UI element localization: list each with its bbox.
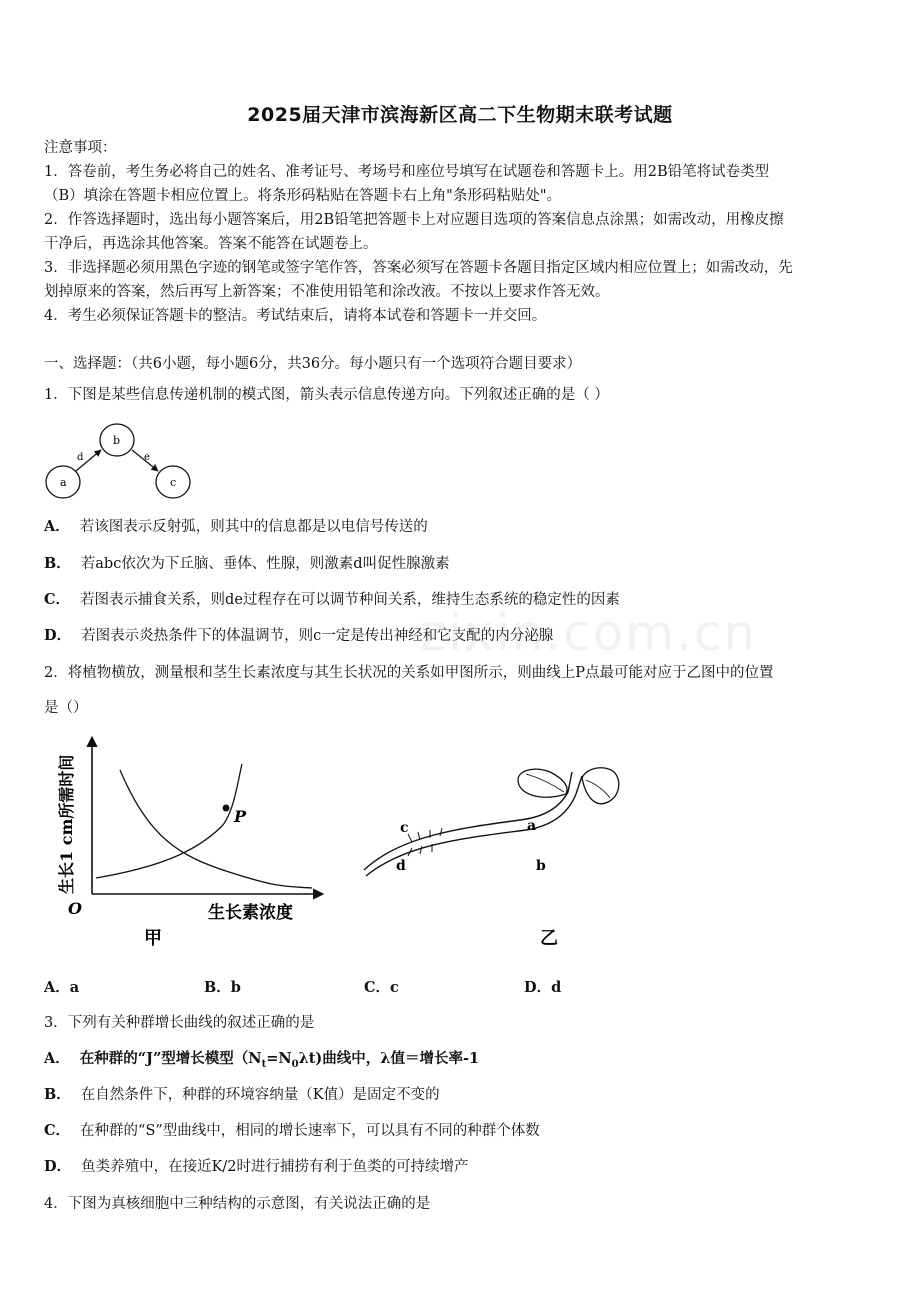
caption-yi: 乙 [540,928,558,949]
note-line: 干净后，再选涂其他答案。答案不能答在试题卷上。 [44,236,378,252]
point-b-label: b [536,858,546,874]
note-line: 4．考生必须保证答题卡的整洁。考试结束后，请将本试卷和答题卡一并交回。 [44,308,547,324]
q1-signal-diagram [40,418,200,504]
q2-choice-c: C．c [364,979,399,996]
note-line: 3．非选择题必须用黑色字迹的钢笔或签字笔作答，答案必须写在答题卡各题目指定区域内相应位置上；如需改动，先 [44,260,793,276]
q3-option-b: B． 在自然条件下，种群的环境容纳量（K值）是固定不变的 [44,1086,440,1103]
point-p-label: P [234,807,247,826]
q1-option-d: D． 若图表示炎热条件下的体温调节，则c一定是传出神经和它支配的内分泌腺 [44,627,554,644]
q1-option-c: C． 若图表示捕食关系，则de过程存在可以调节种间关系，维持生态系统的稳定性的因素 [44,591,620,608]
arrow-d-label: d [77,452,84,463]
q3-stem: 3．下列有关种群增长曲线的叙述正确的是 [44,1015,315,1031]
point-a-label: a [527,818,537,834]
q2-stem-line2: 是（） [44,700,88,716]
node-c-label: c [170,476,177,489]
watermark: zixin.com.cn [420,604,758,662]
note-line: 划掉原来的答案，然后再写上新答案；不准使用铅笔和涂改液。不按以上要求作答无效。 [44,284,610,300]
root-hair [420,846,422,854]
notes-heading: 注意事项： [44,140,117,156]
q2-graph-jia [44,728,334,952]
point-c-label: c [400,820,409,836]
leaf-right [582,768,619,804]
q1-option-b: B． 若abc依次为下丘脑、垂体、性腺，则激素d叫促性腺激素 [44,555,450,572]
arrow-e-label: e [144,452,150,463]
note-line: 1．答卷前，考生务必将自己的姓名、准考证号、考场号和座位号填写在试题卷和答题卡上。用2B铅笔将试卷类型 [44,164,770,180]
q2-choice-b: B．b [204,979,241,996]
q2-choice-a: A．a [44,979,80,996]
q3-option-a: A． 在种群的“J”型增长模型$(N_t=N_0\lambda t)$曲线中，λ值＝增长率-1 [44,1050,480,1070]
leaf-left [518,769,567,797]
caption-jia: 甲 [144,928,162,949]
x-axis-label: 生长素浓度 [208,903,293,923]
note-line: 2．作答选择题时，选出每小题答案后，用2B铅笔把答题卡上对应题目选项的答案信息点涂黑；如需改动，用橡皮擦 [44,212,784,228]
root-hair [408,834,412,842]
stem-outline-top [364,772,572,870]
q2-stem-line1: 2．将植物横放，测量根和茎生长素浓度与其生长状况的关系如甲图所示，则曲线上P点最可能对应于乙图中的位置 [44,665,774,681]
curve-decreasing [120,770,312,888]
root-hair [440,828,442,836]
point-d-label: d [396,858,406,874]
section-heading: 一、选择题：（共6小题，每小题6分，共36分。每小题只有一个选项符合题目要求） [44,356,582,372]
q2-plant-yi [360,762,630,954]
q2-choice-d: D．d [524,979,562,996]
leaf-right-vein [586,780,610,798]
note-line: （B）填涂在答题卡相应位置上。将条形码粘贴在答题卡右上角"条形码粘贴处"。 [44,188,561,204]
curve-increasing [96,764,242,878]
node-b-label: b [113,434,121,447]
origin-label: O [68,899,82,918]
page-title: 2025届天津市滨海新区高二下生物期末联考试题 [247,104,673,126]
q4-stem: 4．下图为真核细胞中三种结构的示意图，有关说法正确的是 [44,1196,431,1212]
q1-option-a: A． 若该图表示反射弧，则其中的信息都是以电信号传送的 [44,518,428,535]
y-axis-label: 生长1 cm所需时间 [57,754,76,894]
q1-stem: 1．下图是某些信息传递机制的模式图，箭头表示信息传递方向。下列叙述正确的是（ ） [44,387,609,403]
q3-option-d: D． 鱼类养殖中，在接近K/2时进行捕捞有利于鱼类的可持续增产 [44,1158,469,1175]
point-p [223,805,230,812]
q3-option-c: C． 在种群的“S”型曲线中，相同的增长速率下，可以具有不同的种群个体数 [44,1122,540,1139]
node-a-label: a [60,476,67,489]
